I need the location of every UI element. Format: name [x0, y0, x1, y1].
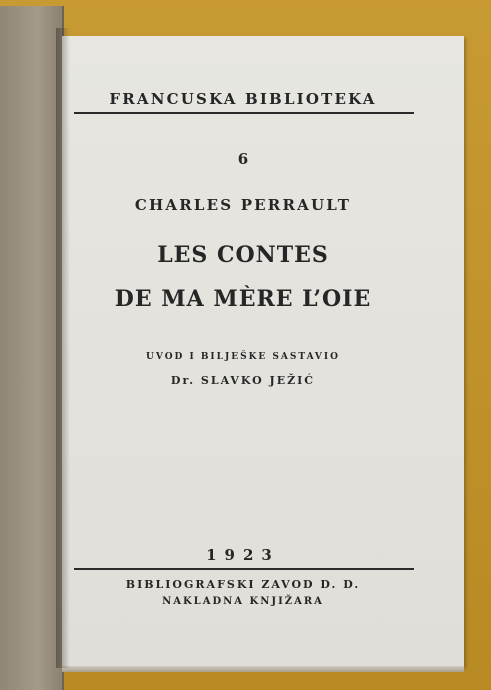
- bottom-divider-rule: [74, 568, 414, 570]
- page-stack-edge: [62, 666, 464, 672]
- author-name: CHARLES PERRAULT: [134, 196, 352, 214]
- book-title-line-1: LES CONTES: [157, 242, 329, 268]
- book-cover-board: [0, 6, 64, 690]
- intro-credit: UVOD I BILJEŠKE SASTAVIO: [146, 352, 340, 362]
- series-name: FRANCUSKA BIBLIOTEKA: [109, 90, 377, 108]
- publisher-imprint: NAKLADNA KNJIŽARA: [162, 596, 324, 607]
- spine-shadow: [56, 28, 70, 668]
- volume-number: 6: [237, 150, 249, 168]
- publication-year: 1923: [206, 546, 280, 564]
- book-title-line-2: DE MA MÈRE L’OIE: [114, 286, 372, 312]
- title-page: [62, 36, 464, 666]
- publisher-name: BIBLIOGRAFSKI ZAVOD D. D.: [125, 578, 361, 591]
- top-divider-rule: [74, 112, 414, 114]
- editor-name: Dr. SLAVKO JEŽIĆ: [170, 374, 316, 387]
